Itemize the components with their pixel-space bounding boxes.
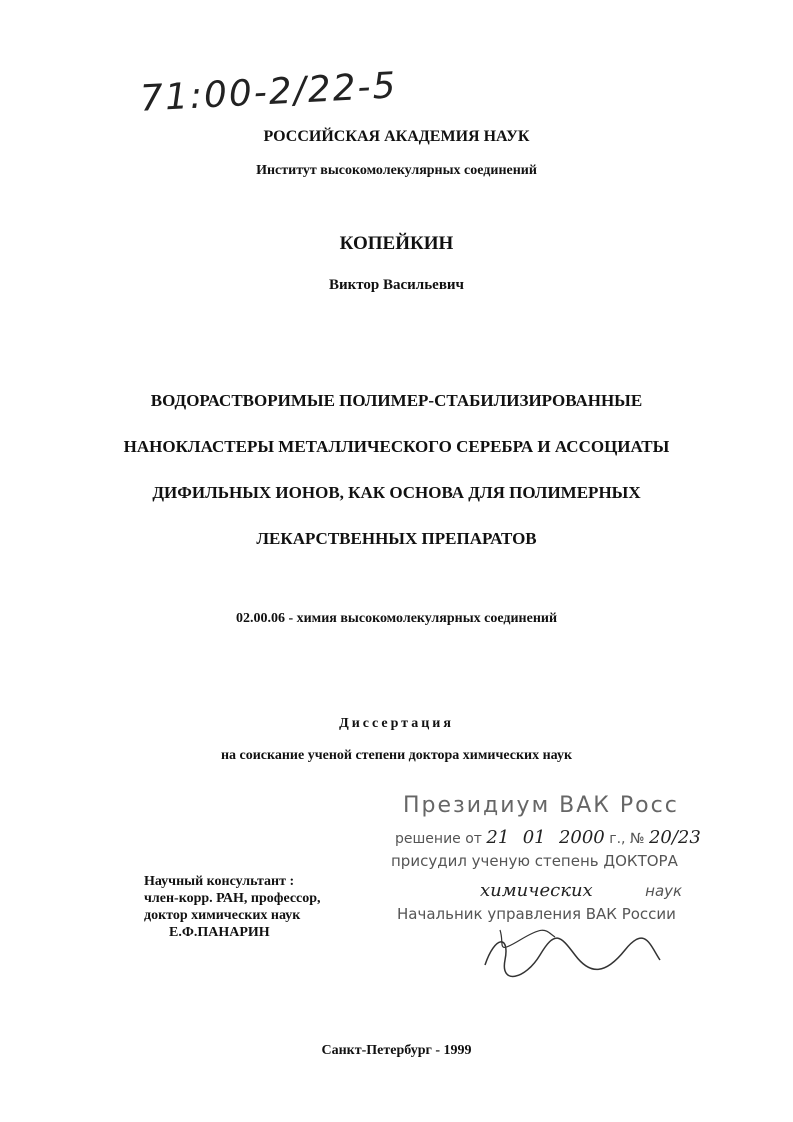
title-line: ВОДОРАСТВОРИМЫЕ ПОЛИМЕР-СТАБИЛИЗИРОВАННЫЕ <box>150 391 643 410</box>
title-line: ДИФИЛЬНЫХ ИОНОВ, КАК ОСНОВА ДЛЯ ПОЛИМЕРНЫХ <box>152 483 641 502</box>
scientific-consultant <box>144 873 321 941</box>
vak-stamp <box>385 785 770 960</box>
stamp-decision <box>395 827 701 848</box>
institute-name: Институт высокомолекулярных соединений <box>256 163 537 178</box>
stamp-awarded: присудил ученую степень ДОКТОРА <box>391 852 678 870</box>
stamp-decision-prefix: решение от <box>395 831 482 847</box>
author-surname: КОПЕЙКИН <box>339 233 454 254</box>
stamp-field-hand: химических <box>480 880 593 901</box>
signature-icon <box>465 925 665 985</box>
specialty-code: 02.00.06 - химия высокомолекулярных соединений <box>235 611 558 626</box>
stamp-number: 20/23 <box>648 827 701 848</box>
consultant-degree: доктор химических наук <box>144 908 301 923</box>
stamp-number-prefix: г., № <box>609 831 645 847</box>
title-line: НАНОКЛАСТЕРЫ МЕТАЛЛИЧЕСКОГО СЕРЕБРА И АССОЦИАТЫ <box>123 437 670 456</box>
stamp-field-suffix: наук <box>645 882 683 900</box>
consultant-name: Е.Ф.ПАНАРИН <box>169 925 270 940</box>
handwritten-archive-code: 71:00-2/22-5 <box>139 65 399 120</box>
stamp-month: 01 <box>522 827 546 848</box>
stamp-day: 21 <box>486 827 510 848</box>
stamp-header: Президиум ВАК Росс <box>403 793 679 818</box>
academy-name: РОССИЙСКАЯ АКАДЕМИЯ НАУК <box>263 128 530 145</box>
consultant-label: Научный консультант : <box>144 874 295 889</box>
degree-line: на соискание ученой степени доктора химических наук <box>220 748 573 763</box>
city-year: Санкт-Петербург - 1999 <box>321 1043 472 1058</box>
author-name: Виктор Васильевич <box>328 277 465 293</box>
dissertation-title <box>0 378 793 562</box>
stamp-chief: Начальник управления ВАК России <box>397 905 676 923</box>
stamp-year: 2000 <box>558 827 605 848</box>
consultant-rank: член-корр. РАН, профессор, <box>144 891 321 906</box>
stamp-field <box>480 880 682 901</box>
title-line: ЛЕКАРСТВЕННЫХ ПРЕПАРАТОВ <box>256 529 537 548</box>
document-type: Диссертация <box>339 716 454 731</box>
